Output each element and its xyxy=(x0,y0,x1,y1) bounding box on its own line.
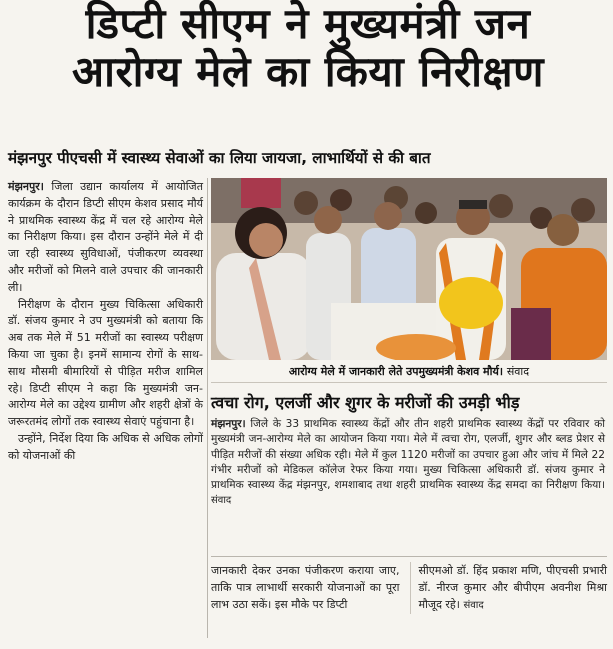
sidebar-story-title: त्वचा रोग, एलर्जी और शुगर के मरीजों की उमड़ी भीड़ xyxy=(211,393,520,412)
sidebar-story-text: जिले के 33 प्राथमिक स्वास्थ्य केंद्रों और तीन शहरी प्राथमिक स्वास्थ्य केंद्रों पर रविवार को मुख्यमंत्री जन-आरोग्य मेले का आयोजन किया गया। मेले में त्वचा रोग, एलर्जी, शुगर और ब्लड प्रेशर से पीड़ित मरीजों की संख्या अधिक रही। मेले में कुल 1120 मरीजों का उपचार हुआ और जांच में मिले 22 गंभीर मरीजों को मेडिकल कॉलेज रेफर किया गया। मुख्य चिकित्सा अधिकारी डॉ. संजय कुमार ने प्राथमिक स्वास्थ्य केंद्र मंझनपुर, शमशाबाद तथा शहरी प्राथमिक स्वास्थ्य केंद्र समदा का निरीक्षण किया। xyxy=(211,418,605,492)
news-photo xyxy=(211,178,607,360)
sidebar-story-body xyxy=(211,417,605,509)
photo-illustration xyxy=(211,178,607,360)
left-paragraph-2: निरीक्षण के दौरान मुख्य चिकित्सा अधिकारी डॉ. संजय कुमार ने उप मुख्यमंत्री को बताया कि अब तक मेले में 51 मरीजों का स्वास्थ्य परीक्षण किया जा चुका है। इनमें सामान्य रोगों के साथ-साथ मौसमी बीमारियों से पीड़ित मरीज शामिल रहे। डिप्टी सीएम ने कहा कि मुख्यमंत्री जन-आरोग्य मेले का उद्देश्य ग्रामीण और शहरी क्षेत्रों के जरूरतमंद लोगों तक स्वास्थ्य सेवाएं पहुंचाना है। xyxy=(8,297,203,429)
left-paragraph-3: उन्होंने, निर्देश दिया कि अधिक से अधिक लोगों को योजनाओं की xyxy=(8,431,203,462)
section-divider xyxy=(211,556,607,557)
left-paragraph-1-text: जिला उद्यान कार्यालय में आयोजित कार्यक्रम के दौरान डिप्टी सीएम केशव प्रसाद मौर्य ने प्राथमिक स्वास्थ्य केंद्र में चल रहे आरोग्य मेले का निरीक्षण किया। इस दौरान उन्होंने मेले में दी जा रही स्वास्थ्य सुविधाओं, पंजीकरण व्यवस्था और मरीजों को मिलने वाले उपचार की जानकारी ली। xyxy=(8,180,203,294)
caption-text: आरोग्य मेले में जानकारी लेते उपमुख्यमंत्री केशव मौर्य। xyxy=(288,365,504,378)
continuation-column-2 xyxy=(410,562,608,614)
subheadline: मंझनपुर पीएचसी में स्वास्थ्य सेवाओं का लिया जायजा, लाभार्थियों से की बात xyxy=(8,149,431,167)
left-paragraph-1 xyxy=(8,179,203,297)
column-divider xyxy=(207,178,208,638)
continuation-credit: संवाद xyxy=(463,600,484,611)
headline-line-1: डिप्टी सीएम ने मुख्यमंत्री जन xyxy=(85,0,531,48)
headline-line-2: आरोग्य मेले का किया निरीक्षण xyxy=(72,47,544,96)
headline xyxy=(8,0,608,96)
caption-credit: संवाद xyxy=(506,365,530,378)
sidebar-credit: संवाद xyxy=(211,495,232,507)
photo-caption xyxy=(211,361,607,383)
continuation-column-1: जानकारी देकर उनका पंजीकरण कराया जाए, ताकि पात्र लाभार्थी सरकारी योजनाओं का पूरा लाभ उठा सकें। इस मौके पर डिप्टी xyxy=(211,564,400,611)
sidebar-dateline: मंझनपुर। xyxy=(211,418,246,430)
left-column-article xyxy=(8,179,203,465)
continuation-column-2-text: सीएमओ डॉ. हिंद प्रकाश मणि, पीएचसी प्रभारी डॉ. नीरज कुमार और बीपीएम अवनीश मिश्रा मौजूद रहे। xyxy=(418,564,607,611)
dateline: मंझनपुर। xyxy=(8,180,44,193)
continuation-columns xyxy=(211,562,607,614)
